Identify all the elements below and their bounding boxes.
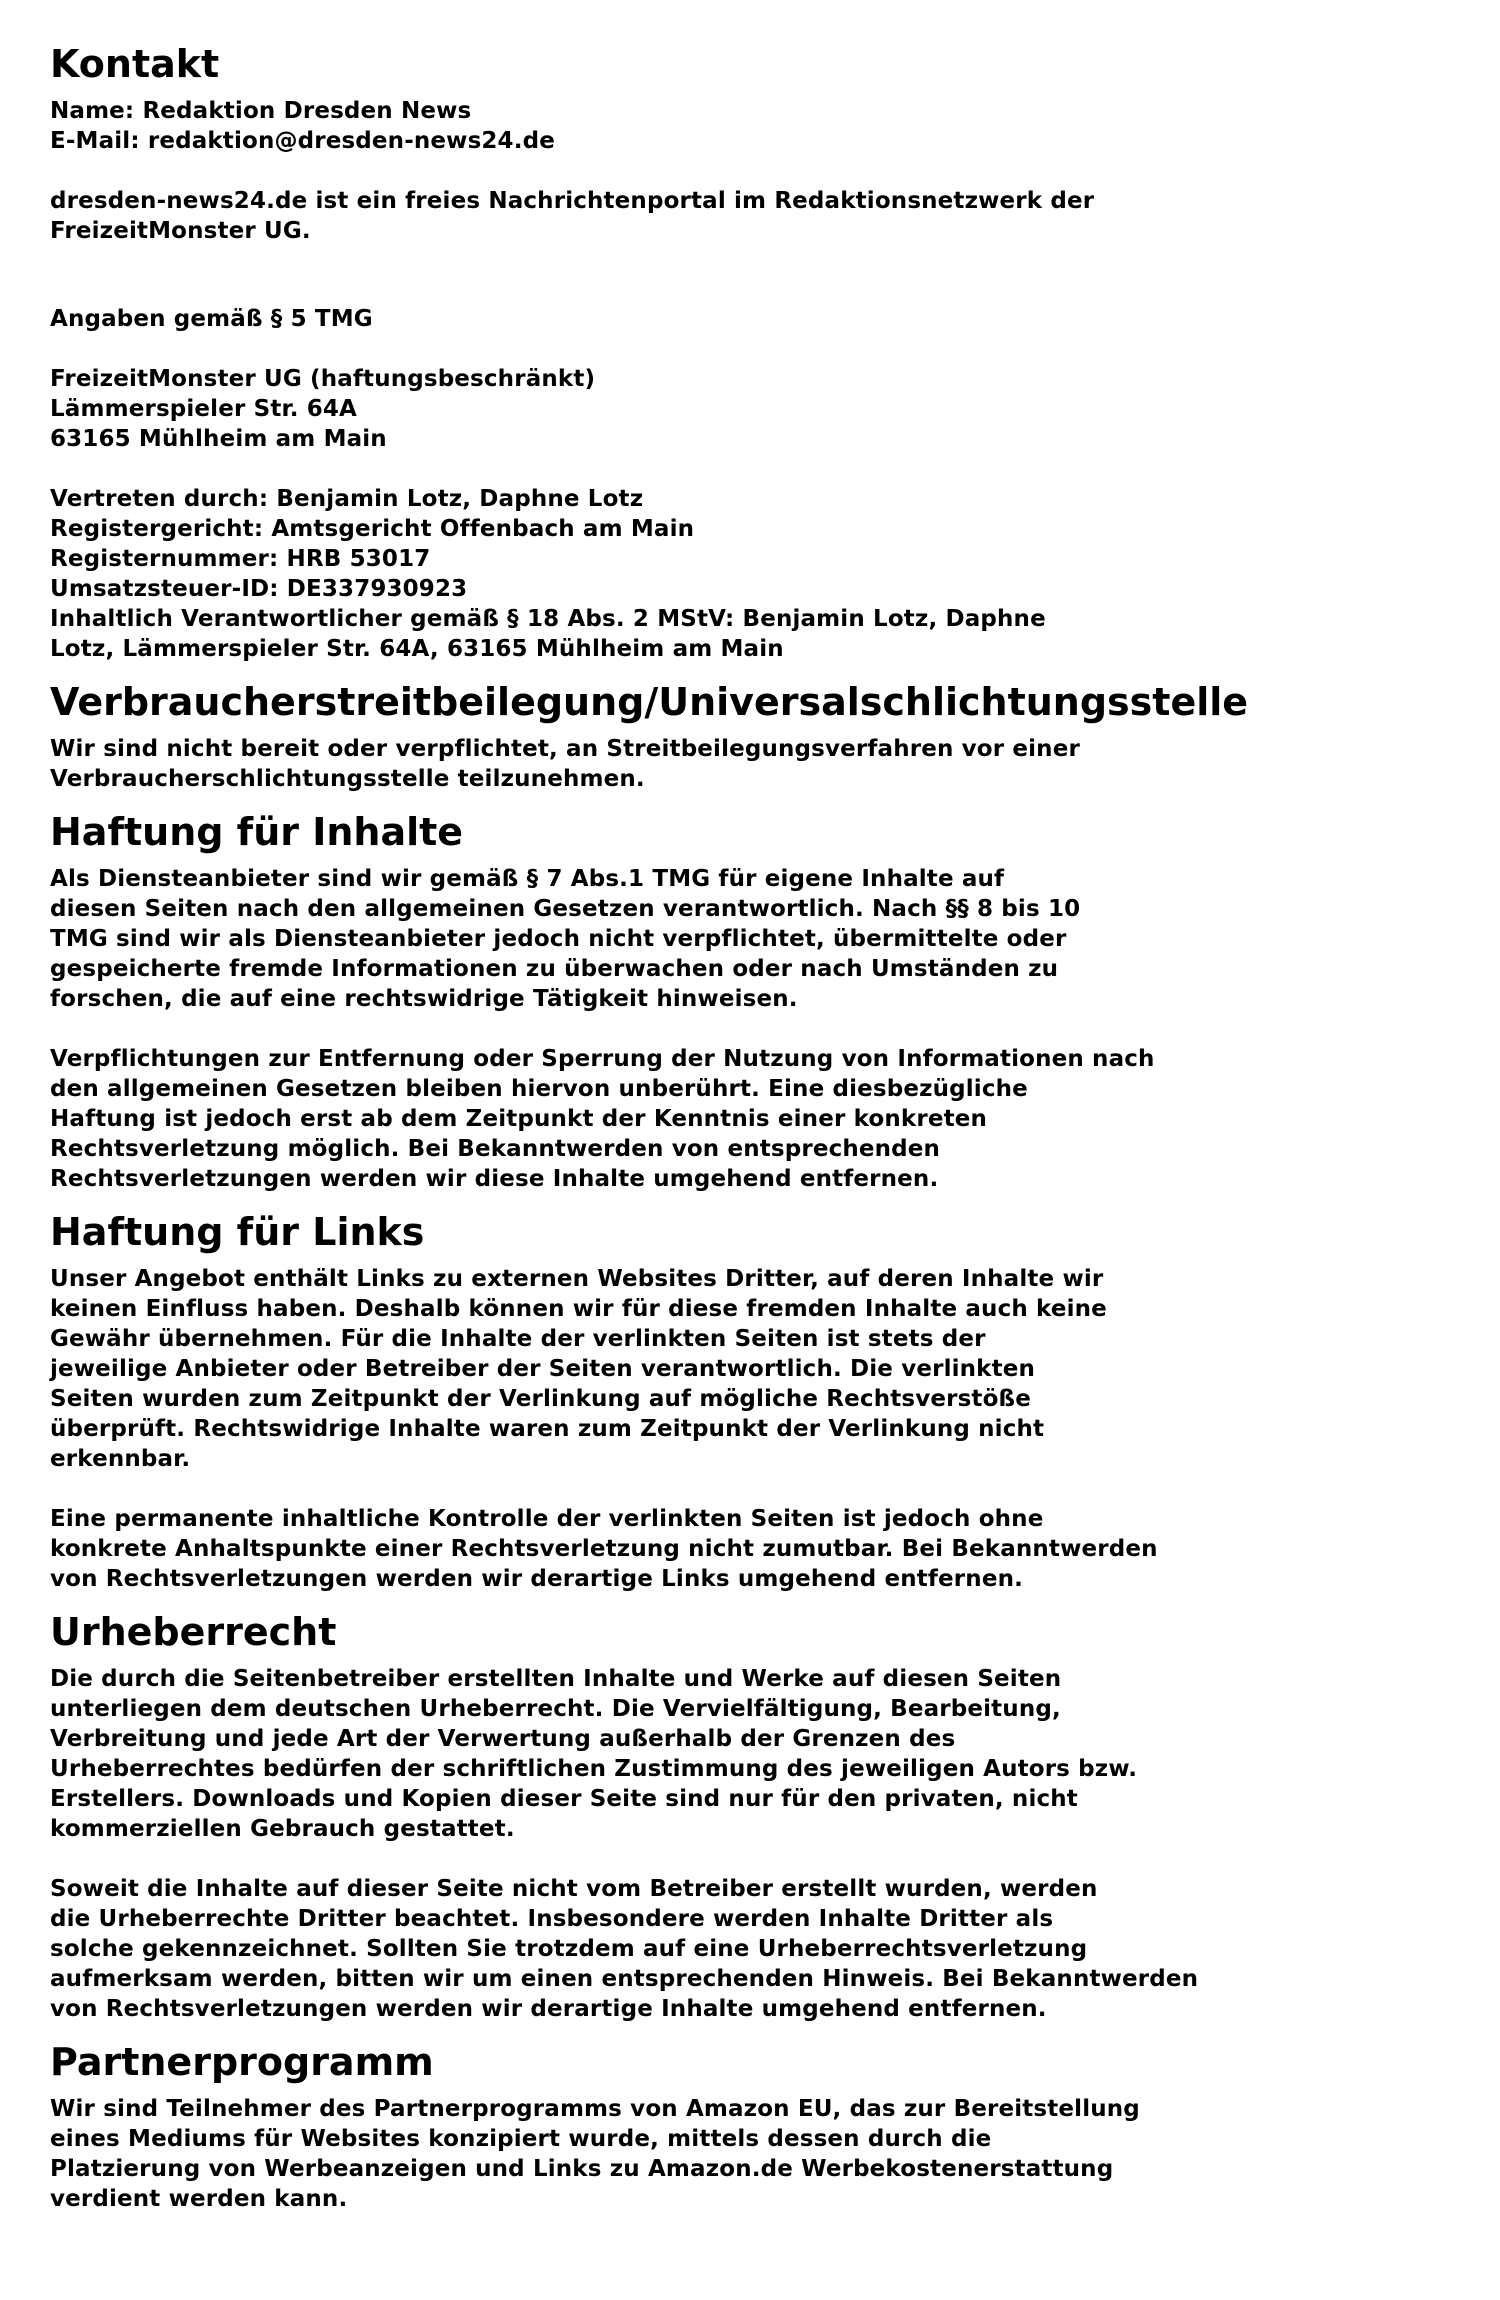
section-heading: Kontakt	[50, 42, 220, 86]
paragraph: Soweit die Inhalte auf dieser Seite nicht vom Betreiber erstellt wurden, werden die Urheberrechte Dritter beachtet. Insbesondere werden Inhalte Dritter als solche gekennzeichnet. Sollten Sie trotzdem auf eine Urheberrechtsverletzung aufmerksam werden, bitten wir um einen entsprechenden Hinweis. Bei Bekanntwerden von Rechtsverletzungen werden wir derartige Inhalte umgehend entfernen.	[50, 1876, 1199, 2022]
section-heading: Urheberrecht	[50, 1610, 337, 1654]
imprint-page	[50, 40, 1380, 2228]
section-heading: Verbraucherstreitbeilegung/Universalschlichtungsstelle	[50, 680, 1249, 724]
section-urheberrecht	[50, 1608, 1380, 2024]
paragraph: Die durch die Seitenbetreiber erstellten Inhalte und Werke auf diesen Seiten unterliegen dem deutschen Urheberrecht. Die Vervielfältigung, Bearbeitung, Verbreitung und jede Art der Verwertung außerhalb der Grenzen des Urheberrechtes bedürfen der schriftlichen Zustimmung des jeweiligen Autors bzw. Erstellers. Downloads und Kopien dieser Seite sind nur für den privaten, nicht kommerziellen Gebrauch gestattet.	[50, 1666, 1138, 1842]
section-kontakt	[50, 40, 1380, 664]
paragraph: Als Diensteanbieter sind wir gemäß § 7 Abs.1 TMG für eigene Inhalte auf diesen Seiten nach den allgemeinen Gesetzen verantwortlich. Nach §§ 8 bis 10 TMG sind wir als Diensteanbieter jedoch nicht verpflichtet, übermittelte oder gespeicherte fremde Informationen zu überwachen oder nach Umständen zu forschen, die auf eine rechtswidrige Tätigkeit hinweisen.	[50, 866, 1081, 1012]
paragraph: Eine permanente inhaltliche Kontrolle der verlinkten Seiten ist jedoch ohne konkrete Anhaltspunkte einer Rechtsverletzung nicht zumutbar. Bei Bekanntwerden von Rechtsverletzungen werden wir derartige Links umgehend entfernen.	[50, 1506, 1158, 1592]
tmg-statement: Angaben gemäß § 5 TMG	[50, 306, 373, 332]
contact-info: Name: Redaktion Dresden News E-Mail: redaktion@dresden-news24.de	[50, 98, 555, 154]
section-haftung-links	[50, 1208, 1380, 1594]
section-heading: Haftung für Links	[50, 1210, 425, 1254]
section-partnerprogramm	[50, 2038, 1380, 2214]
section-heading: Partnerprogramm	[50, 2040, 434, 2084]
paragraph: Unser Angebot enthält Links zu externen Websites Dritter, auf deren Inhalte wir keinen Einfluss haben. Deshalb können wir für diese fremden Inhalte auch keine Gewähr übernehmen. Für die Inhalte der verlinkten Seiten ist stets der jeweilige Anbieter oder Betreiber der Seiten verantwortlich. Die verlinkten Seiten wurden zum Zeitpunkt der Verlinkung auf mögliche Rechtsverstöße überprüft. Rechtswidrige Inhalte waren zum Zeitpunkt der Verlinkung nicht erkennbar.	[50, 1266, 1107, 1472]
portal-description: dresden-news24.de ist ein freies Nachrichtenportal im Redaktionsnetzwerk der FreizeitMonster UG.	[50, 188, 1095, 244]
paragraph: Verpflichtungen zur Entfernung oder Sperrung der Nutzung von Informationen nach den allgemeinen Gesetzen bleiben hiervon unberührt. Eine diesbezügliche Haftung ist jedoch erst ab dem Zeitpunkt der Kenntnis einer konkreten Rechtsverletzung möglich. Bei Bekanntwerden von entsprechenden Rechtsverletzungen werden wir diese Inhalte umgehend entfernen.	[50, 1046, 1155, 1192]
company-address: FreizeitMonster UG (haftungsbeschränkt) Lämmerspieler Str. 64A 63165 Mühlheim am Main	[50, 366, 596, 452]
section-heading: Haftung für Inhalte	[50, 810, 464, 854]
paragraph: Wir sind nicht bereit oder verpflichtet, an Streitbeilegungsverfahren vor einer Verbraucherschlichtungsstelle teilzunehmen.	[50, 736, 1080, 792]
spacer	[50, 276, 1380, 304]
section-verbraucherstreitbeilegung	[50, 678, 1380, 794]
paragraph: Wir sind Teilnehmer des Partnerprogramms von Amazon EU, das zur Bereitstellung eines Mediums für Websites konzipiert wurde, mittels dessen durch die Platzierung von Werbeanzeigen und Links zu Amazon.de Werbekostenerstattung verdient werden kann.	[50, 2096, 1140, 2212]
company-registration: Vertreten durch: Benjamin Lotz, Daphne Lotz Registergericht: Amtsgericht Offenbach am Main Registernummer: HRB 53017 Umsatzsteuer-ID: DE337930923 Inhaltlich Verantwortlicher gemäß § 18 Abs. 2 MStV: Benjamin Lotz, Daphne Lotz, Lämmerspieler Str. 64A, 63165 Mühlheim am Main	[50, 486, 1046, 662]
section-haftung-inhalte	[50, 808, 1380, 1194]
